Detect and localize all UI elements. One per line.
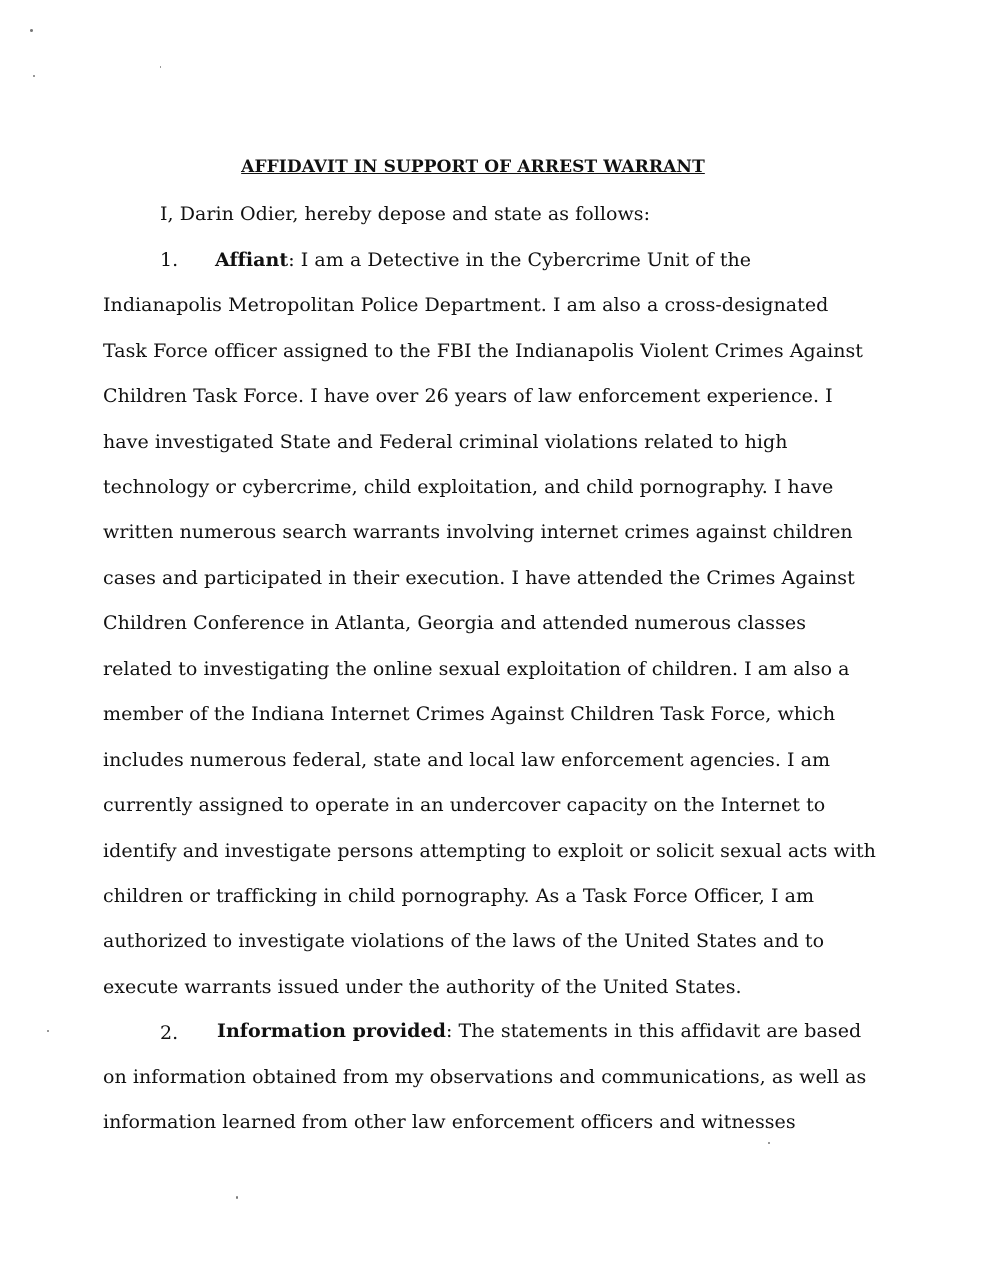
paragraph-1-line: technology or cybercrime, child exploitation, and child pornography. I have <box>103 476 834 498</box>
paragraph-2-number: 2. <box>160 1022 179 1044</box>
paragraph-1-line: member of the Indiana Internet Crimes Against Children Task Force, which <box>103 703 836 725</box>
paragraph-2-heading: Information provided <box>217 1020 446 1042</box>
paragraph-2-line: on information obtained from my observations and communications, as well as <box>103 1066 867 1088</box>
paragraph-1-line: Children Task Force. I have over 26 years of law enforcement experience. I <box>103 385 833 407</box>
scan-speck <box>33 75 35 77</box>
paragraph-1-number: 1. <box>160 249 179 271</box>
paragraph-1-line: Indianapolis Metropolitan Police Department. I am also a cross-designated <box>103 294 829 316</box>
paragraph-1-line: execute warrants issued under the authority of the United States. <box>103 976 742 998</box>
scan-speck <box>236 1196 238 1199</box>
paragraph-1-line: cases and participated in their execution. I have attended the Crimes Against <box>103 567 855 589</box>
paragraph-2-first-line <box>217 1020 861 1042</box>
intro-line: I, Darin Odier, hereby depose and state as follows: <box>160 203 651 225</box>
paragraph-1-line: includes numerous federal, state and local law enforcement agencies. I am <box>103 749 831 771</box>
paragraph-1-line: authorized to investigate violations of the laws of the United States and to <box>103 930 825 952</box>
paragraph-1-line: have investigated State and Federal criminal violations related to high <box>103 431 788 453</box>
paragraph-1-line: Children Conference in Atlanta, Georgia and attended numerous classes <box>103 612 807 634</box>
paragraph-1-line: children or trafficking in child pornography. As a Task Force Officer, I am <box>103 885 815 907</box>
scan-speck <box>160 66 161 68</box>
paragraph-1-line: related to investigating the online sexual exploitation of children. I am also a <box>103 658 850 680</box>
paragraph-1-first-text: : I am a Detective in the Cybercrime Unit of the <box>288 249 752 271</box>
paragraph-1-heading: Affiant <box>215 249 289 271</box>
paragraph-1-line: currently assigned to operate in an undercover capacity on the Internet to <box>103 794 826 816</box>
scan-speck <box>768 1142 770 1144</box>
scan-speck <box>47 1030 49 1032</box>
paragraph-2-line: information learned from other law enforcement officers and witnesses <box>103 1111 796 1133</box>
paragraph-1-first-line <box>215 249 751 271</box>
document-title: AFFIDAVIT IN SUPPORT OF ARREST WARRANT <box>241 157 705 177</box>
paragraph-2-first-text: : The statements in this affidavit are based <box>445 1020 862 1042</box>
paragraph-1-line: identify and investigate persons attempting to exploit or solicit sexual acts with <box>103 840 876 862</box>
paragraph-1-line: written numerous search warrants involving internet crimes against children <box>103 521 853 543</box>
scan-speck <box>30 29 33 32</box>
paragraph-1-line: Task Force officer assigned to the FBI the Indianapolis Violent Crimes Against <box>103 340 863 362</box>
